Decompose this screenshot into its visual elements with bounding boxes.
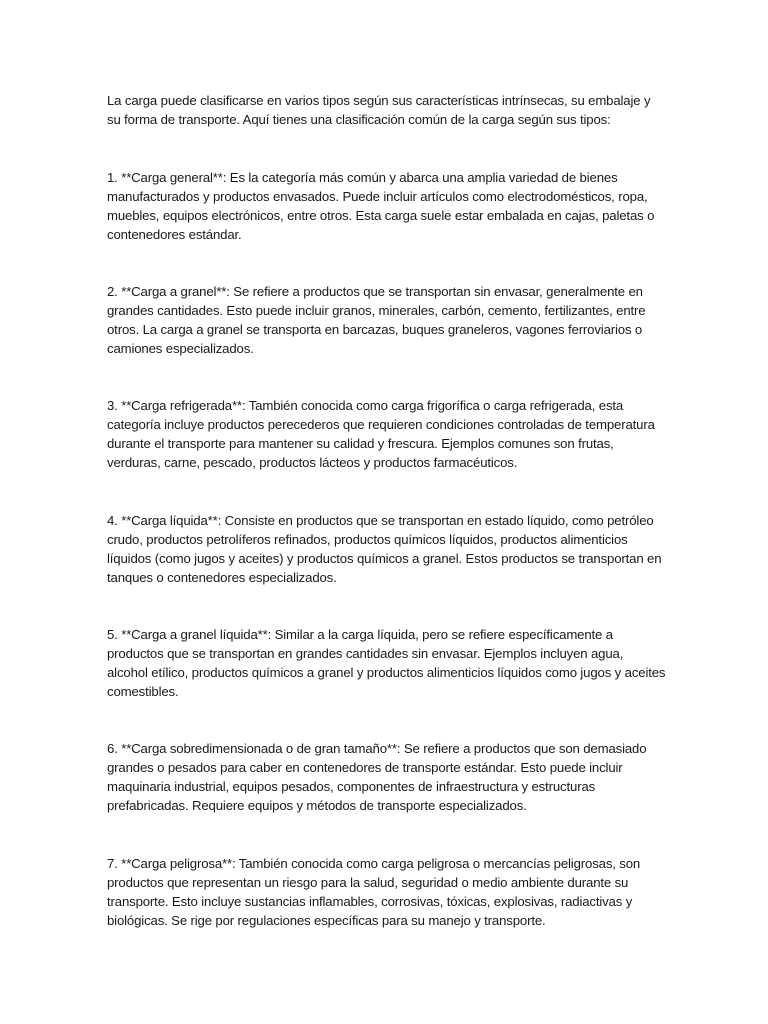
list-item-carga-sobredimensionada: 6. **Carga sobredimensionada o de gran tamaño**: Se refiere a productos que son demasiado grandes o pesados para caber en contenedores de transporte estándar. Esto puede incluir maquinaria industrial, equipos pesados, componentes de infraestructura y estructuras prefabricadas. Requiere equipos y métodos de transporte especializados. [107, 741, 647, 813]
list-item-carga-peligrosa: 7. **Carga peligrosa**: También conocida como carga peligrosa o mercancías peligrosas, son productos que representan un riesgo para la salud, seguridad o medio ambiente durante su transporte. Esto incluye sustancias inflamables, corrosivas, tóxicas, explosivas, radiactivas y biológicas. Se rige por regulaciones específicas para su manejo y transporte. [107, 856, 641, 928]
list-item-carga-refrigerada: 3. **Carga refrigerada**: También conocida como carga frigorífica o carga refrigerada, esta categoría incluye productos perecederos que requieren condiciones controladas de temperatura durante el transporte para mantener su calidad y frescura. Ejemplos comunes son frutas, verduras, carne, pescado, productos lácteos y productos farmacéuticos. [107, 398, 655, 470]
list-item-carga-general: 1. **Carga general**: Es la categoría más común y abarca una amplia variedad de bienes manufacturados y productos envasados. Puede incluir artículos como electrodomésticos, ropa, muebles, equipos electrónicos, entre otros. Esta carga suele estar embalada en cajas, paletas o contenedores estándar. [107, 170, 655, 242]
list-item-carga-a-granel: 2. **Carga a granel**: Se refiere a productos que se transportan sin envasar, generalmente en grandes cantidades. Esto puede incluir granos, minerales, carbón, cemento, fertilizantes, entre otros. La carga a granel se transporta en barcazas, buques graneleros, vagones ferroviarios o camiones especializados. [107, 284, 646, 356]
list-item-carga-liquida: 4. **Carga líquida**: Consiste en productos que se transportan en estado líquido, como petróleo crudo, productos petrolíferos refinados, productos químicos líquidos, productos alimenticios líquidos (como jugos y aceites) y productos químicos a granel. Estos productos se transportan en tanques o contenedores especializados. [107, 513, 662, 585]
intro-paragraph: La carga puede clasificarse en varios tipos según sus características intrínsecas, su embalaje y su forma de transporte. Aquí tienes una clasificación común de la carga según sus tipos: [107, 93, 651, 127]
list-item-carga-a-granel-liquida: 5. **Carga a granel líquida**: Similar a la carga líquida, pero se refiere específicamente a productos que se transportan en grandes cantidades sin envasar. Ejemplos incluyen agua, alcohol etílico, productos químicos a granel y productos alimenticios líquidos como jugos y aceites comestibles. [107, 627, 666, 699]
